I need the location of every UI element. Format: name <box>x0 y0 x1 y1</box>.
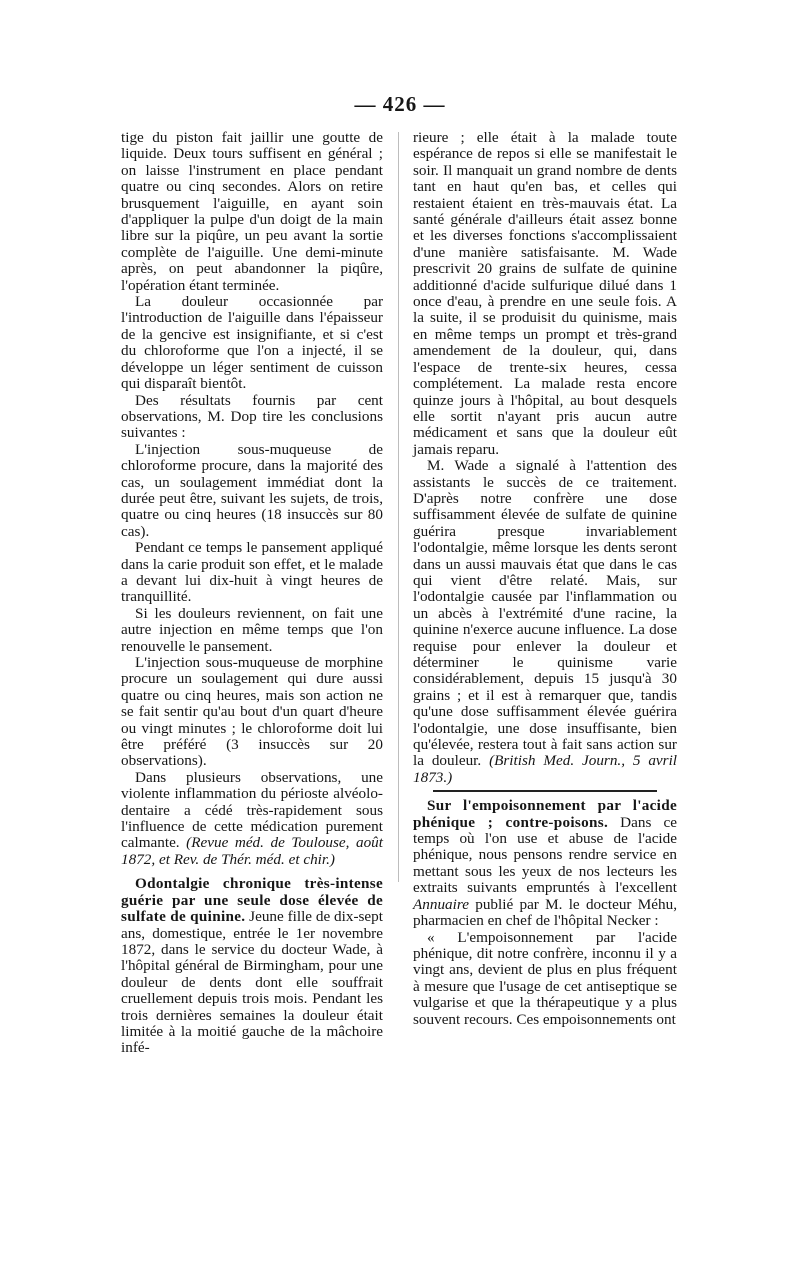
paragraph: tige du piston fait jaillir une goutte de liquide. Deux tours suffisent en général ; on laisse l'instrument en place pendant quatre ou cinq secondes. Alors on retire brusquement l'aiguille, en ayant soin d'appliquer la pulpe d'un doigt de la main libre sur la piqûre, un peu avant la sortie complète de l'aiguille. Une demi-minute après, on peut abandonner la piqûre, l'opération étant terminée. <box>121 129 383 294</box>
paragraph: L'injection sous-muqueuse de chloroforme procure, dans la majorité des cas, un soulagement immédiat dont la durée peut être, suivant les sujets, de trois, quatre ou cinq heures (18 insuccès sur 80 cas). <box>121 440 383 540</box>
article-heading: Sur l'empoisonnement par l'acide phénique ; contre-poisons. <box>413 797 677 831</box>
citation: (Revue méd. de Toulouse, août 1872, et Rev. de Thér. méd. et chir.) <box>121 834 383 868</box>
paragraph: rieure ; elle était à la malade toute espérance de repos si elle se manifestait le soir. Il manquait un grand nombre de dents tant en haut qu'en bas, et celles qui restaient étaient en très-mauvais état. La santé générale d'ailleurs était assez bonne et les diverses fonctions s'accomplissaient d'une manière satisfaisante. M. Wade prescrivit 20 grains de sulfate de quinine additionné d'acide sulfurique dilué dans 1 once d'eau, à prendre en une seule fois. A la suite, il se produisit du quinisme, mais en même temps un prompt et très-grand amendement de la douleur, qui, dans l'espace de trente-six heures, cessa complétement. La malade resta encore quinze jours à l'hôpital, au bout desquels elle sortit n'ayant pris aucun autre médicament et sans que la douleur eût jamais reparu. <box>413 129 677 458</box>
paragraph <box>413 458 677 786</box>
page-number: — 426 — <box>354 92 446 116</box>
article-paragraph <box>413 798 677 929</box>
paragraph-text: Dans plusieurs observations, une violente inflammation du périoste alvéolo-dentaire a cédé très-rapidement sous l'influence de cette médication purement calmante. <box>121 768 383 852</box>
paragraph-text: M. Wade a signalé à l'attention des assistants le succès de ce traitement. D'après notre confrère une dose suffisamment élevée de sulfate de quinine guérira presque invariablement l'odontalgie, même lorsque les dents seront dans un aussi mauvais état que dans le cas qui vient d'être relaté. Mais, sur l'odontalgie causée par l'inflammation ou un abcès à l'extrémité d'une racine, la quinine n'exerce aucune influence. La dose requise pour enlever la douleur et déterminer le quinisme varie considérablement, depuis 15 jusqu'à 30 grains ; et il est à remarquer que, tandis qu'une dose suffisamment élevée guérira l'odontalgie, une dose insuffisante, bien qu'élevée, restera tout à fait sans action sur la douleur. <box>413 457 677 770</box>
paragraph: « L'empoisonnement par l'acide phénique, dit notre confrère, inconnu il y a vingt ans, devient de plus en plus fréquent à mesure que l'usage de cet antiseptique se vulgarise et que la thérapeutique y a plus souvent recours. Ces empoisonnements ont <box>413 928 677 1028</box>
paragraph: Des résultats fournis par cent observations, M. Dop tire les conclusions suivantes : <box>121 391 383 442</box>
right-column <box>413 130 677 1028</box>
paragraph: La douleur occasionnée par l'introduction de l'aiguille dans l'épaisseur de la gencive est insignifiante, et si c'est du chloroforme que l'on a injecté, il se développe un léger sentiment de cuisson qui disparaît bientôt. <box>121 293 383 393</box>
paragraph-text: Jeune fille de dix-sept ans, domestique, entrée le 1er novembre 1872, dans le service du docteur Wade, à l'hôpital général de Birmingham, pour une douleur de dents dont elle souffrait cruellement depuis trois mois. Pendant les trois dernières semaines la douleur était limitée à la moitié gauche de la mâchoire infé- <box>121 908 383 1057</box>
citation: (British Med. Journ., 5 avril 1873.) <box>413 752 678 786</box>
left-column <box>121 130 383 1057</box>
column-divider <box>398 132 399 882</box>
paragraph: Si les douleurs reviennent, on fait une autre injection en même temps que l'on renouvelle le pansement. <box>121 604 383 655</box>
paragraph-text: Dans ce temps où l'on use et abuse de l'acide phénique, nous pensons rendre service en mettant sous les yeux de nos lecteurs les extraits suivants empruntés à l'excellent <box>413 813 677 897</box>
article-heading: Odontalgie chronique très-intense guérie par une seule dose élevée de sulfate de quinine. <box>121 875 383 926</box>
paragraph-text: publié par M. le docteur Méhu, pharmacien en chef de l'hôpital Necker : <box>413 895 677 930</box>
article-paragraph <box>121 876 383 1056</box>
paragraph <box>121 770 383 868</box>
publication-title: Annuaire <box>413 895 469 913</box>
paragraph: Pendant ce temps le pansement appliqué dans la carie produit son effet, et le malade a devant lui dix-huit à vingt heures de tranquillité. <box>121 539 383 606</box>
paragraph: L'injection sous-muqueuse de morphine procure un soulagement qui dure aussi quatre ou cinq heures, mais son action ne se fait sentir qu'au bout d'un quart d'heure ou vingt minutes ; le chloroforme doit lui être préféré (3 insuccès sur 20 observations). <box>121 654 383 770</box>
section-rule <box>433 790 657 792</box>
